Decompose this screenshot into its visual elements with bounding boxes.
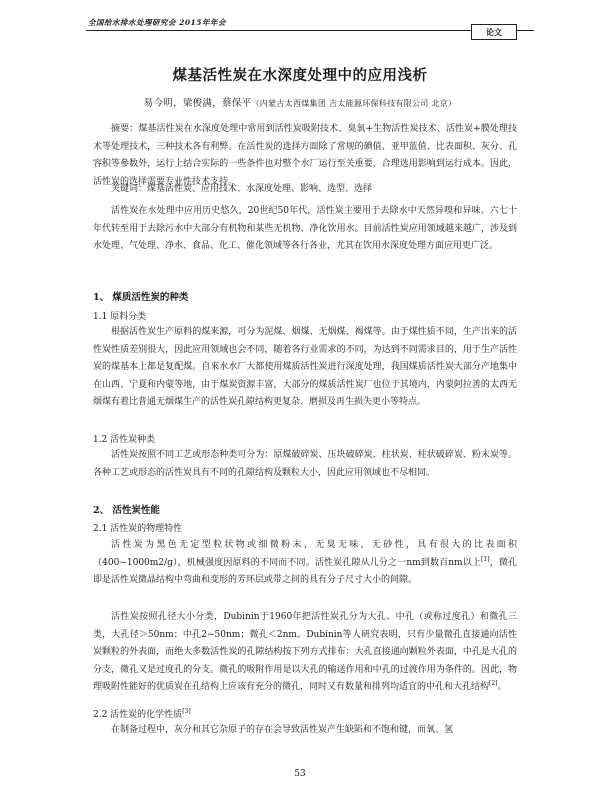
citation-ref: [2] [489,680,498,688]
section-2-2-text: 在制备过程中，灰分和其它杂原子的存在会导致活性炭产生缺陷和不饱和键，而氧、氢 [111,725,454,735]
page-number: 53 [294,769,306,779]
keywords: 关键词：煤基活性炭、应用技术、水深度处理、影响、选型、选择 [111,184,373,194]
abstract: 摘要：煤基活性炭在水深度处理中常用到活性炭吸附技术、臭氧+生物活性炭技术、活性炭+膜处理技术等处理技术，三种技术各有利弊。在活性炭的选择方面除了常规的碘值、亚甲蓝值、比表面积、灰分、孔容积等參数外，运行上结合实际的一些条件也对整个水厂运行至关重要，合理选用影响到运行成本。因此，活性炭的选择需要专业性技术支持。 [93,124,517,187]
section-1-heading: 1、 煤质活性炭的种类 [93,292,189,303]
citation-ref: [3] [182,708,191,715]
citation-ref: [1] [481,555,490,563]
section-tag: 论文 [471,24,517,40]
section-1-1-heading: 1.1 原料分类 [93,312,147,322]
paper-title: 煤基活性炭在水深度处理中的应用浅析 [172,67,428,84]
section-2-1-heading: 2.1 活性炭的物理特性 [93,524,183,534]
section-1-2-text: 活性炭按照不同工艺或形态种类可分为：原煤破碎炭、压块破碎炭、柱状炭、柱状破碎炭、粉末炭等。各种工艺或形态的活性炭具有不同的孔隙结构及颗粒大小，因此应用领域也不尽相同。 [93,450,517,478]
section-2-1-paragraph-2: 活性炭按照孔径大小分类，Dubinin于1960年把活性炭孔分为大孔、中孔（或称过度孔）和微孔三类，大孔径＞50nm；中孔2~50nm；微孔＜2nm。Dubinin等人研究表明，只有少量微孔直接通向活性炭颗粒的外表面，而绝大多数活性炭的孔隙结构按下列方式排布：大孔直接通向颗粒外表面，中孔是大孔的分支，微孔又是过度孔的分支。微孔的吸附作用是以大孔的输送作用和中孔的过渡作用为条件的。因此，物理吸附性能好的优质炭在孔结构上应该有充分的微孔，同时又有数量和排列均适宜的中孔和大孔结构[2]。 [93,612,517,693]
section-1-1-text: 根据活性炭生产原料的煤来源，可分为泥煤、烟煤、无烟煤、褐煤等。由于煤性质不同，生产出来的活性炭性质差别很大，因此应用领域也会不同，随着各行业需求的不同，为达到不同需求目的，用于生产活性炭的煤基本上都是复配煤。自來水水厂大都使用煤质活性炭进行深度处理，我国煤质活性炭大部分产地集中在山西、宁夏和内蒙等地，由于煤炭资源丰富，大部分的煤质活性炭厂也位于其境内，内蒙阿拉善的太西无烟煤有着比普通无烟煤生产的活性炭孔隙结构更复杂、磨损及再生损失更小等特点。 [93,327,517,408]
section-2-2-heading: 2.2 活性炭的化学性质[3] [93,708,191,720]
author-affiliation: （内蒙古太西煤集团 吉太能源环保科技有限公司 北京） [251,99,457,108]
author-line [0,95,600,109]
section-2-1-paragraph-1: 活性炭为黑色无定型粒状物或细微粉末，无臭无味，无砂性，具有很大的比表面积（400~1000m2/g），机械强度因原料的不同而不同。活性炭孔隙从几分之一nm到数百nm以上[1]，微孔即是活性炭微晶结构中弯曲和变形的芳环层或带之间的具有分子尺寸大小的间隙。 [93,540,517,586]
header-rule [86,30,534,31]
author-names: 易今明，梁俊满，蔡保平 [143,98,252,109]
intro-paragraph: 活性炭在水处理中应用历史悠久，20世纪50年代，活性炭主要用于去除水中天然异嗅和异味。六七十年代转至用于去除污水中大部分有机物和某些无机物、净化饮用水。目前活性炭应用领域越来越广，涉及到水处理、气处理、净水、食品、化工、催化领域等各行各业，尤其在饮用水深度处理方面应用更广泛。 [93,206,517,252]
section-1-2-heading: 1.2 活性炭种类 [93,435,156,445]
journal-header: 全国给水排水处理研究会 2015年年会 [88,18,226,27]
section-2-heading: 2、 活性炭性能 [93,505,160,516]
